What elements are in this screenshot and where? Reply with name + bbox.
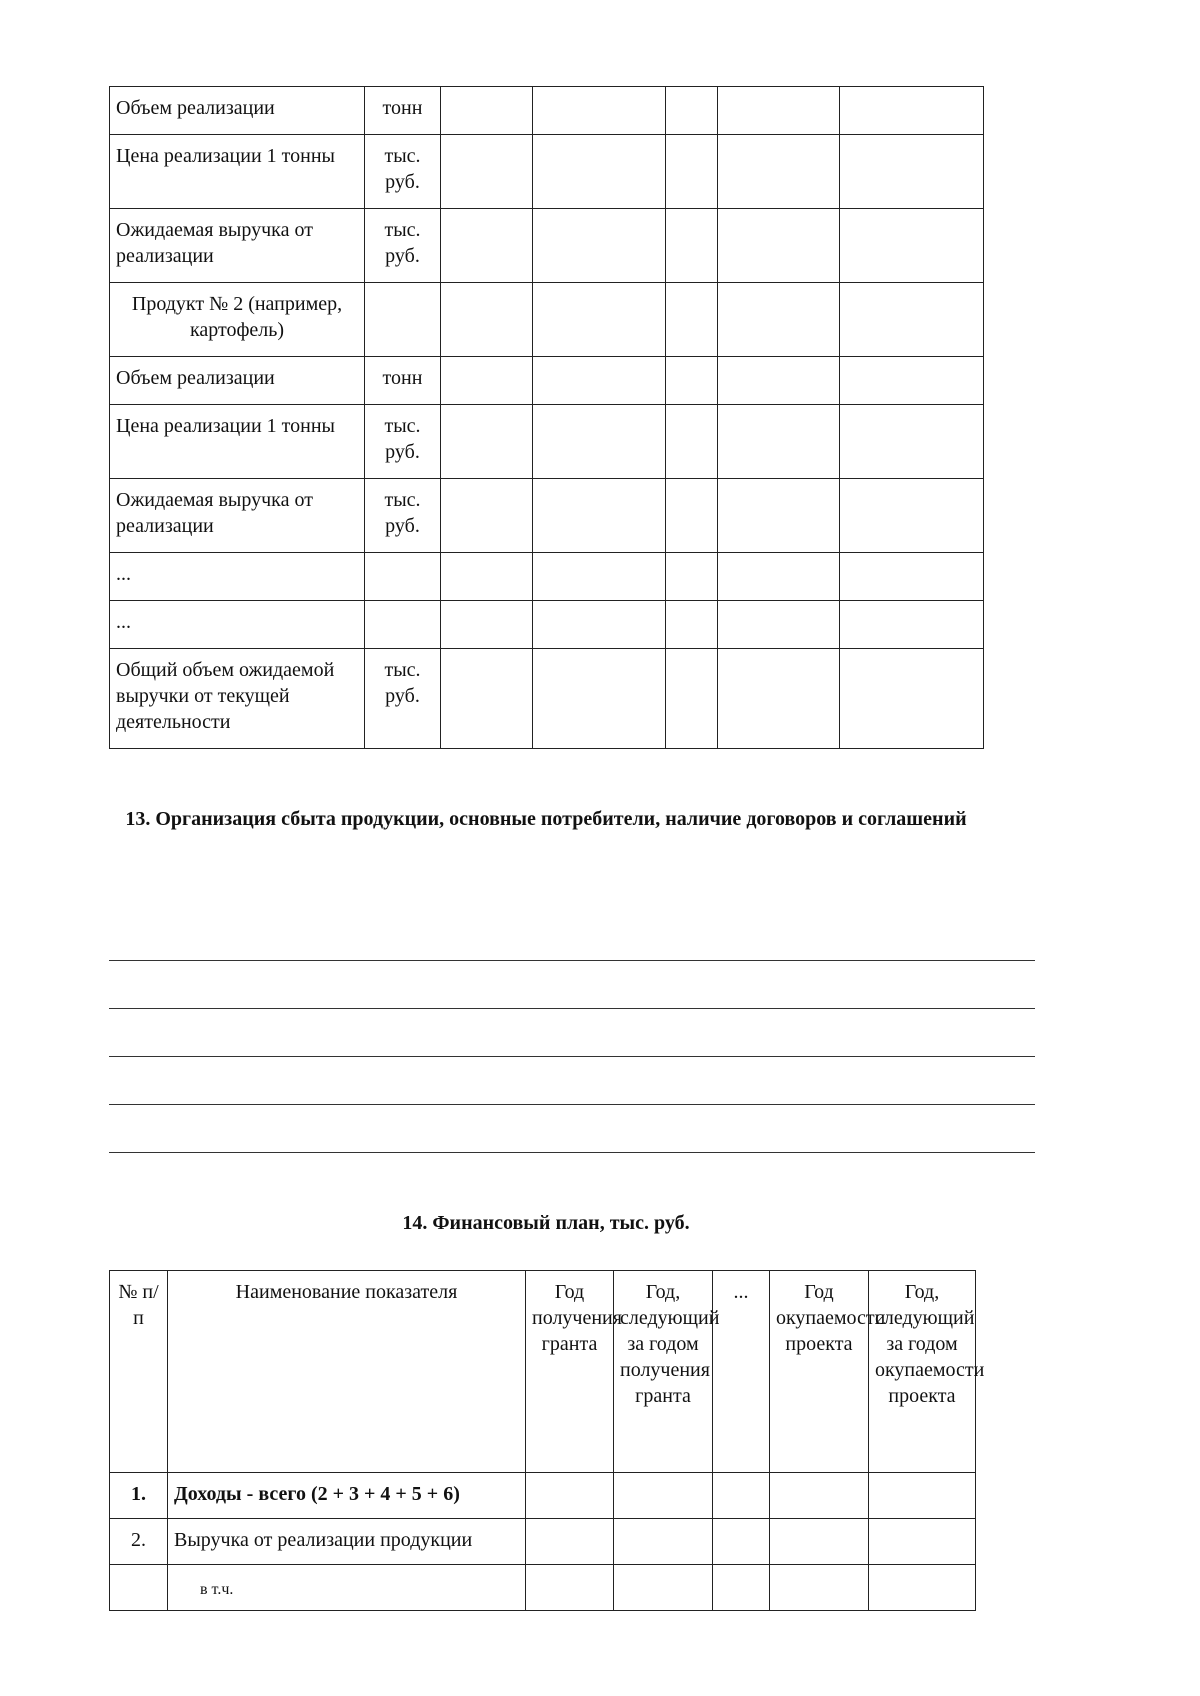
value-cell[interactable] <box>666 283 718 357</box>
value-cell[interactable] <box>718 209 840 283</box>
value-cell[interactable] <box>441 87 533 135</box>
row-unit <box>365 283 440 291</box>
column-header: Год, следующий за годом получения гранта <box>620 1281 720 1407</box>
value-cell[interactable] <box>840 553 984 601</box>
row-label: в т.ч. <box>200 1581 234 1598</box>
table-row <box>110 209 984 283</box>
value-cell[interactable] <box>718 135 840 209</box>
value-cell[interactable] <box>666 479 718 553</box>
value-cell[interactable] <box>533 209 666 283</box>
value-cell[interactable] <box>718 283 840 357</box>
value-cell[interactable] <box>718 405 840 479</box>
sales-table <box>109 86 984 749</box>
value-cell[interactable] <box>770 1473 869 1519</box>
product-heading: Продукт № 2 (например, картофель) <box>131 293 343 341</box>
fill-in-line[interactable] <box>109 960 1035 961</box>
row-unit: тыс. руб. <box>384 145 421 193</box>
financial-plan-table <box>109 1270 985 1611</box>
table-row <box>110 87 984 135</box>
value-cell[interactable] <box>666 357 718 405</box>
table-row <box>110 479 984 553</box>
value-cell[interactable] <box>533 405 666 479</box>
value-cell[interactable] <box>614 1565 713 1611</box>
value-cell[interactable] <box>718 357 840 405</box>
column-header: Год окупаемости проекта <box>776 1281 886 1355</box>
value-cell[interactable] <box>840 87 984 135</box>
value-cell[interactable] <box>718 649 840 749</box>
fill-in-line[interactable] <box>109 1008 1035 1009</box>
value-cell[interactable] <box>533 87 666 135</box>
row-label: Объем реализации <box>116 367 275 389</box>
value-cell[interactable] <box>840 209 984 283</box>
value-cell[interactable] <box>666 553 718 601</box>
value-cell[interactable] <box>840 357 984 405</box>
value-cell[interactable] <box>441 553 533 601</box>
value-cell[interactable] <box>666 135 718 209</box>
value-cell[interactable] <box>533 553 666 601</box>
section-14-title: 14. Финансовый план, тыс. руб. <box>402 1212 690 1234</box>
table-row <box>110 649 984 749</box>
column-header: Год получения гранта <box>532 1281 622 1355</box>
row-label: Ожидаемая выручка от реализации <box>116 489 313 537</box>
row-number: 2. <box>131 1529 146 1551</box>
row-unit: тонн <box>382 97 423 119</box>
value-cell[interactable] <box>666 601 718 649</box>
value-cell[interactable] <box>526 1473 614 1519</box>
row-unit: тыс. руб. <box>384 659 421 707</box>
value-cell[interactable] <box>840 283 984 357</box>
value-cell[interactable] <box>869 1519 976 1565</box>
row-label: Объем реализации <box>116 97 275 119</box>
value-cell[interactable] <box>713 1519 770 1565</box>
value-cell[interactable] <box>441 479 533 553</box>
value-cell[interactable] <box>666 405 718 479</box>
value-cell[interactable] <box>840 649 984 749</box>
table-row <box>110 601 984 649</box>
value-cell[interactable] <box>441 601 533 649</box>
value-cell[interactable] <box>533 649 666 749</box>
value-cell[interactable] <box>441 135 533 209</box>
value-cell[interactable] <box>840 135 984 209</box>
value-cell[interactable] <box>840 479 984 553</box>
value-cell[interactable] <box>533 135 666 209</box>
value-cell[interactable] <box>533 479 666 553</box>
value-cell[interactable] <box>718 601 840 649</box>
value-cell[interactable] <box>666 87 718 135</box>
table-row <box>110 1519 976 1565</box>
value-cell[interactable] <box>666 649 718 749</box>
table-header-row <box>110 1271 976 1473</box>
value-cell[interactable] <box>441 209 533 283</box>
fill-in-line[interactable] <box>109 1056 1035 1057</box>
row-unit <box>365 601 440 609</box>
fill-in-line[interactable] <box>109 1152 1035 1153</box>
row-label: ... <box>116 563 131 585</box>
value-cell[interactable] <box>869 1565 976 1611</box>
table-row <box>110 553 984 601</box>
row-label: ... <box>116 611 131 633</box>
value-cell[interactable] <box>718 87 840 135</box>
value-cell[interactable] <box>713 1473 770 1519</box>
value-cell[interactable] <box>614 1473 713 1519</box>
section-13-title: 13. Организация сбыта продукции, основные потребители, наличие договоров и соглашений <box>125 808 967 830</box>
value-cell[interactable] <box>840 601 984 649</box>
row-label: Доходы - всего (2 + 3 + 4 + 5 + 6) <box>174 1483 460 1505</box>
row-unit: тыс. руб. <box>384 219 421 267</box>
row-number <box>110 1565 167 1573</box>
row-label: Общий объем ожидаемой выручки от текущей деятельности <box>116 659 335 733</box>
value-cell[interactable] <box>840 405 984 479</box>
value-cell[interactable] <box>441 649 533 749</box>
value-cell[interactable] <box>869 1473 976 1519</box>
value-cell[interactable] <box>441 405 533 479</box>
column-header: № п/п <box>118 1281 159 1329</box>
value-cell[interactable] <box>770 1519 869 1565</box>
fill-in-line[interactable] <box>109 1104 1035 1105</box>
value-cell[interactable] <box>666 209 718 283</box>
row-number: 1. <box>131 1483 146 1505</box>
table-row <box>110 405 984 479</box>
row-label: Цена реализации 1 тонны <box>116 415 335 437</box>
column-header: Наименование показателя <box>235 1281 458 1303</box>
value-cell[interactable] <box>718 553 840 601</box>
row-unit: тыс. руб. <box>384 489 421 537</box>
row-unit <box>365 553 440 561</box>
row-label: Выручка от реализации продукции <box>174 1529 473 1551</box>
value-cell[interactable] <box>533 357 666 405</box>
value-cell[interactable] <box>526 1519 614 1565</box>
value-cell[interactable] <box>718 479 840 553</box>
table-row <box>110 135 984 209</box>
row-label: Ожидаемая выручка от реализации <box>116 219 313 267</box>
table-row <box>110 357 984 405</box>
value-cell[interactable] <box>533 283 666 357</box>
value-cell[interactable] <box>770 1565 869 1611</box>
value-cell[interactable] <box>713 1565 770 1611</box>
table-row <box>110 283 984 357</box>
value-cell[interactable] <box>441 357 533 405</box>
column-header: ... <box>733 1281 749 1303</box>
value-cell[interactable] <box>614 1519 713 1565</box>
table-row <box>110 1473 976 1519</box>
row-unit: тонн <box>382 367 423 389</box>
row-label: Цена реализации 1 тонны <box>116 145 335 167</box>
value-cell[interactable] <box>526 1565 614 1611</box>
value-cell[interactable] <box>441 283 533 357</box>
row-unit: тыс. руб. <box>384 415 421 463</box>
table-row <box>110 1565 976 1611</box>
column-header: Год, следующий за годом окупаемости проекта <box>875 1281 985 1407</box>
value-cell[interactable] <box>533 601 666 649</box>
